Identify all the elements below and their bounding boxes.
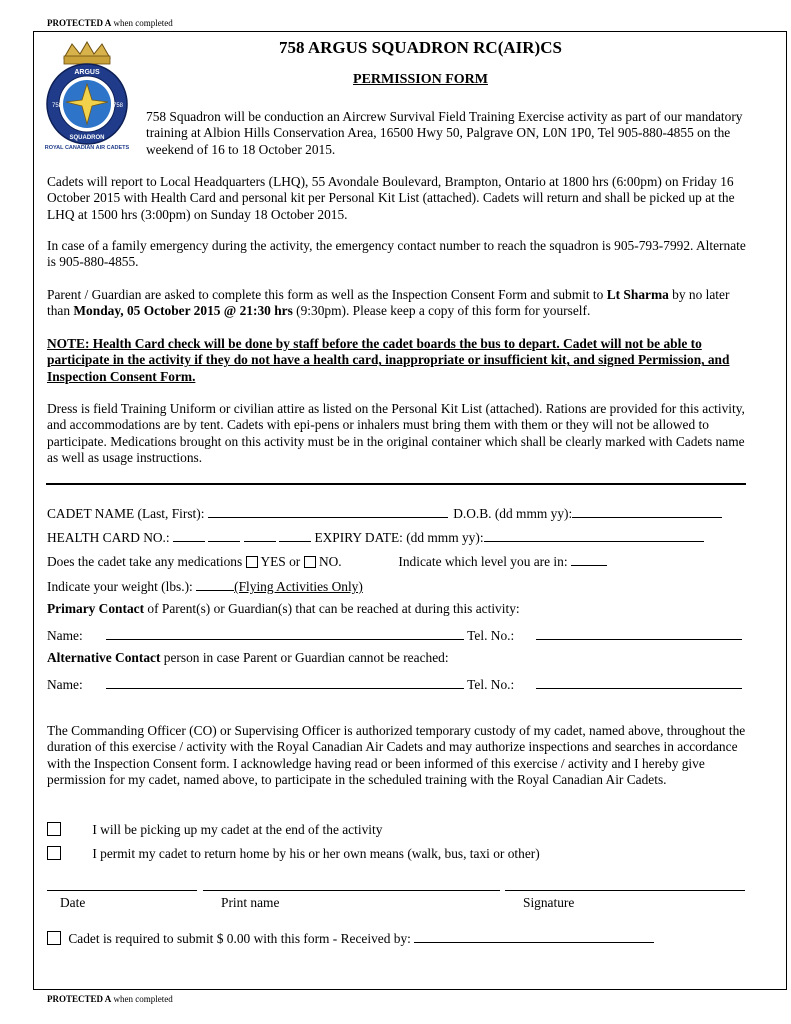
- signature-label: Signature: [523, 895, 575, 910]
- section-divider: [46, 483, 746, 485]
- health-card-row: HEALTH CARD NO.: EXPIRY DATE: (dd mmm yy):: [47, 528, 704, 546]
- custody-paragraph: The Commanding Officer (CO) or Supervising Officer is authorized temporary custody of my cadet, named above, throughout the duration of this exercise / activity with the Royal Canadian Air Cadets and may authorize inspections and searches in accordance with the Inspection Consent form. I acknowledge having read or been informed of this exercise / activity and I hereby give permission for my cadet, named above, to participate in the scheduled training with the Royal Canadian Air Cadets.: [47, 723, 746, 788]
- primary-name-field[interactable]: [106, 626, 464, 640]
- date-label: Date: [60, 895, 86, 910]
- protected-footer: PROTECTED A when completed: [47, 994, 173, 1004]
- level-field[interactable]: [571, 552, 607, 566]
- svg-text:ROYAL CANADIAN AIR CADETS: ROYAL CANADIAN AIR CADETS: [44, 145, 130, 151]
- cadet-name-field[interactable]: [208, 504, 448, 518]
- svg-text:SQUADRON: SQUADRON: [69, 135, 105, 141]
- health-card-field-1[interactable]: [173, 528, 205, 542]
- emergency-paragraph: In case of a family emergency during the activity, the emergency contact number to reach the squadron is 905-793-7992. Alternate is 905-880-4855.: [47, 238, 746, 270]
- alt-tel-field[interactable]: [536, 675, 742, 689]
- note-paragraph: NOTE: Health Card check will be done by staff before the cadet boards the bus to depart. Cadet will not be able to participate in the activity if they do not have a health card, inappropriate or insufficient kit, and signed Permission, and Inspection Consent Form.: [47, 336, 730, 384]
- svg-text:ARGUS: ARGUS: [74, 69, 100, 76]
- health-card-field-3[interactable]: [244, 528, 276, 542]
- dress-paragraph: Dress is field Training Uniform or civilian attire as listed on the Personal Kit List (attached). Rations are provided for this activity, and accommodations are by tent. Cadets with epi-pens or inhalers must bring them with them or they will not be allowed to participate. Medications brought on this activity must be in the original container which shall be clearly marked with Cadets name as well as usage instructions.: [47, 401, 745, 466]
- medications-row: Does the cadet take any medications YES or NO. Indicate which level you are in:: [47, 552, 607, 570]
- meds-yes-checkbox[interactable]: [246, 556, 258, 568]
- parent-paragraph: Parent / Guardian are asked to complete this form as well as the Inspection Consent Form and submit to Lt Sharma by no later than Monday, 05 October 2015 @ 21:30 hrs (9:30pm). Please keep a copy of this form for yourself.: [47, 287, 730, 319]
- form-title: 758 ARGUS SQUADRON RC(AIR)CS: [279, 38, 562, 57]
- primary-contact-row: Name: Tel. No.:: [47, 626, 742, 644]
- payment-row: Cadet is required to submit $ 0.00 with this form - Received by:: [47, 929, 654, 947]
- own-means-checkbox[interactable]: [47, 846, 61, 860]
- date-line[interactable]: [47, 890, 197, 891]
- pickup-option: I will be picking up my cadet at the end of the activity: [47, 822, 382, 838]
- cadet-name-row: CADET NAME (Last, First): D.O.B. (dd mmm yy):: [47, 504, 722, 522]
- svg-text:758: 758: [52, 103, 63, 109]
- health-card-field-2[interactable]: [208, 528, 240, 542]
- svg-text:758: 758: [113, 103, 124, 109]
- weight-field[interactable]: [196, 577, 234, 591]
- print-name-line[interactable]: [203, 890, 500, 891]
- payment-checkbox[interactable]: [47, 931, 61, 945]
- form-subtitle: PERMISSION FORM: [353, 72, 488, 87]
- meds-no-checkbox[interactable]: [304, 556, 316, 568]
- alt-name-field[interactable]: [106, 675, 464, 689]
- pickup-checkbox[interactable]: [47, 822, 61, 836]
- intro-paragraph: 758 Squadron will be conduction an Aircrew Survival Field Training Exercise activity as part of our mandatory training at Albion Hills Conservation Area, 16500 Hwy 50, Palgrave ON, L0N 1P0, Tel 905-880-4855 on the weekend of 16 to 18 October 2015.: [146, 109, 743, 157]
- protected-header: PROTECTED A when completed: [47, 18, 173, 28]
- expiry-field[interactable]: [484, 528, 704, 542]
- health-card-field-4[interactable]: [279, 528, 311, 542]
- weight-row: Indicate your weight (lbs.): (Flying Activities Only): [47, 579, 363, 594]
- own-means-option: I permit my cadet to return home by his or her own means (walk, bus, taxi or other): [47, 846, 540, 862]
- signature-line[interactable]: [505, 890, 745, 891]
- print-name-label: Print name: [221, 895, 280, 910]
- primary-tel-field[interactable]: [536, 626, 742, 640]
- report-paragraph: Cadets will report to Local Headquarters (LHQ), 55 Avondale Boulevard, Brampton, Ontario at 1800 hrs (6:00pm) on Friday 16 October 2015 with Health Card and personal kit per Personal Kit List (attached). Cadets will return and shall be picked up at the LHQ at 1500 hrs (3:00pm) on Sunday 18 October 2015.: [47, 174, 735, 222]
- alt-contact-row: Name: Tel. No.:: [47, 675, 742, 693]
- primary-contact-heading: Primary Contact of Parent(s) or Guardian(s) that can be reached at during this activity:: [47, 601, 520, 616]
- alt-contact-heading: Alternative Contact person in case Parent or Guardian cannot be reached:: [47, 650, 449, 665]
- dob-field[interactable]: [572, 504, 722, 518]
- received-by-field[interactable]: [414, 929, 654, 943]
